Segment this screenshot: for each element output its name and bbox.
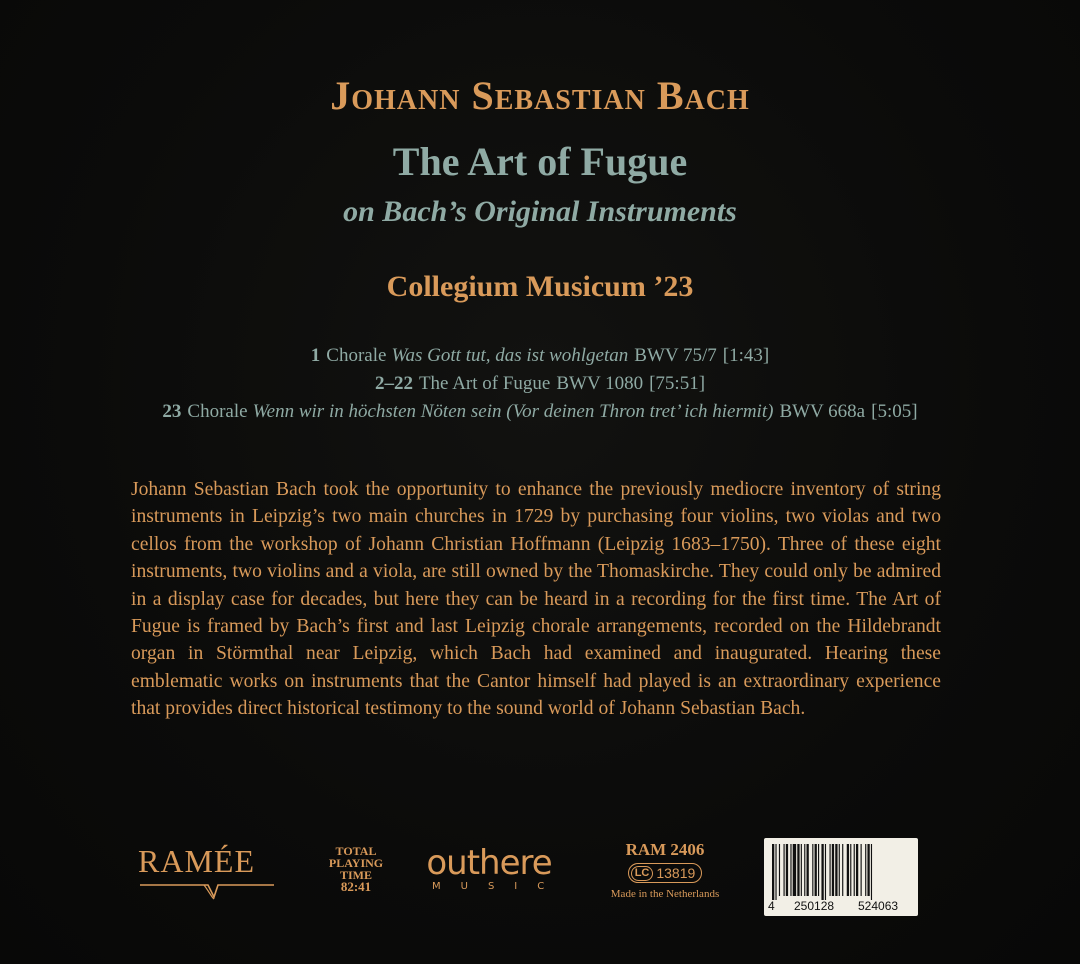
distributor-name: outhere [426,843,552,883]
playing-time-label-1: TOTAL [335,844,377,858]
catalog-number: RAM 2406 [625,840,705,859]
track-genre: Chorale [326,345,387,366]
track-duration: [5:05] [871,401,918,422]
track-duration: [1:43] [722,345,770,366]
lc-badge-icon: LC [631,866,654,881]
distributor-sub: MUSIC [432,881,565,892]
track-number: 23 [162,401,182,422]
label-swash-icon [138,879,276,901]
track-duration: [75:51] [649,373,706,394]
total-playing-time [318,845,394,893]
liner-notes [131,476,941,723]
track-catalog: BWV 75/7 [634,345,717,366]
track-work: Wenn wir in höchsten Nöten sein (Vor deinen Thron tret’ ich hiermit) [252,401,774,422]
barcode-digits-right: 524063 [858,899,899,913]
track-catalog: BWV 668a [779,401,866,422]
barcode [764,838,918,916]
track-work: Was Gott tut, das ist wohlgetan [391,345,629,366]
barcode-digits-left: 250128 [794,899,835,913]
lc-number: 13819 [656,865,696,881]
playing-time-label-3: TIME [339,868,372,882]
label-code [628,863,703,883]
ramee-logo [138,843,276,903]
outhere-logo [414,845,564,893]
track-work: The Art of Fugue [418,373,551,394]
track-genre: Chorale [187,401,248,422]
made-in: Made in the Netherlands [610,888,720,900]
ensemble-name: Collegium Musicum ’23 [386,270,694,303]
track-number: 1 [310,345,321,366]
catalog-info [600,840,730,900]
track-item [0,398,1080,426]
album-subtitle: on Bach’s Original Instruments [343,195,737,228]
track-number: 2–22 [374,373,413,394]
track-list [0,342,1080,426]
liner-notes-text: Johann Sebastian Bach took the opportunity to enhance the previously mediocre inventory of string instruments in Leipzig’s two main churches in 1729 by purchasing four violins, two violas and two cellos from the workshop of Johann Christian Hoffmann (Leipzig 1683–1750). Three of these eight instruments, two violins and a viola, are still owned by the Thomaskirche. They could only be admired in a display case for decades, but here they can be heard in a recording for the first time. The Art of Fugue is framed by Bach’s first and last Leipzig chorale arrangements, recorded on the Hildebrandt organ in Störmthal near Leipzig, which Bach had examined and inaugurated. Hearing these emblematic works on instruments that the Cantor himself had played is an extraordinary experience that provides direct historical testimony to the sound world of Johann Sebastian Bach. [131,479,941,720]
label-name: RAMÉE [138,843,255,879]
album-title: The Art of Fugue [392,139,688,184]
track-catalog: BWV 1080 [556,373,644,394]
track-item [0,370,1080,398]
playing-time-label-2: PLAYING [328,856,384,870]
playing-time-value: 82:41 [340,879,372,894]
barcode-bars-icon [772,844,912,900]
track-item [0,342,1080,370]
composer-name: Johann Sebastian Bach [330,73,750,118]
barcode-digit-prefix: 4 [768,899,775,913]
